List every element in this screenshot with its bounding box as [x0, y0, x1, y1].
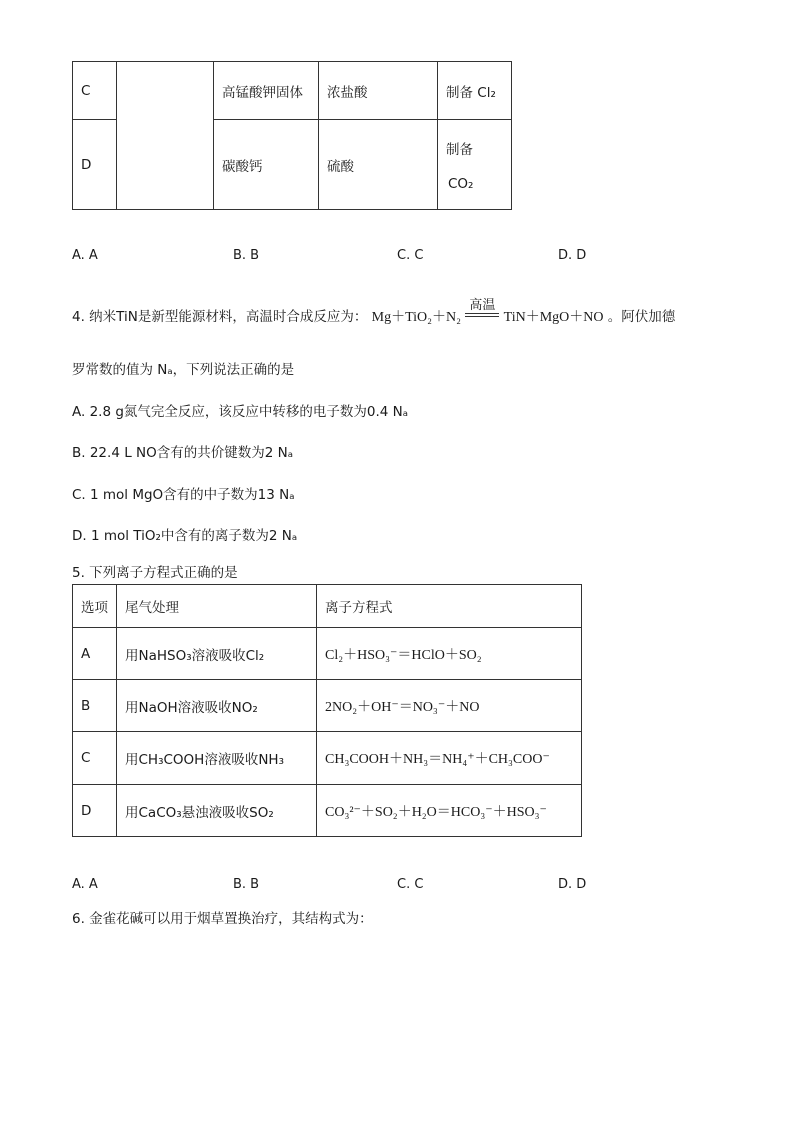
- empty-cell: [117, 62, 214, 210]
- option-a[interactable]: A. A: [72, 877, 98, 892]
- reagent-cell: 浓盐酸: [319, 62, 438, 120]
- q4-eq-right: TiN＋MgO＋NO: [503, 310, 604, 325]
- treatment-cell: 用NaHSO₃溶液吸收Cl₂: [117, 628, 317, 680]
- reagent-cell: 高锰酸钾固体: [214, 62, 319, 120]
- equation-cell: Cl₂＋HSO₃⁻＝HClO＋SO₂: [317, 628, 582, 680]
- q4-option-c[interactable]: C. 1 mol MgO含有的中子数为13 Nₐ: [72, 487, 295, 503]
- q4-option-b[interactable]: B. 22.4 L NO含有的共价键数为2 Nₐ: [72, 445, 293, 461]
- table-row: [73, 628, 582, 680]
- purpose-line: CO₂: [448, 175, 474, 192]
- reagent-cell: 硫酸: [319, 120, 438, 210]
- table-row: [73, 680, 582, 732]
- treatment-cell: 用CaCO₃悬浊液吸收SO₂: [117, 785, 317, 837]
- option-a[interactable]: A. A: [72, 248, 98, 263]
- option-c[interactable]: C. C: [397, 877, 424, 892]
- condition-label: 高温: [469, 298, 496, 313]
- q4-stem-line2: 罗常数的值为 Nₐ，下列说法正确的是: [72, 362, 295, 378]
- purpose-line: 制备: [446, 141, 473, 158]
- treatment-cell: 用NaOH溶液吸收NO₂: [117, 680, 317, 732]
- q5-options: [72, 877, 672, 895]
- row-label: D: [73, 120, 117, 210]
- column-header: 选项: [73, 585, 117, 628]
- q6-stem: 6. 金雀花碱可以用于烟草置换治疗，其结构式为：: [72, 911, 373, 927]
- q3-options: [72, 248, 672, 266]
- equation-cell: CH₃COOH＋NH₃＝NH₄⁺＋CH₃COO⁻: [317, 732, 582, 785]
- ion-equation-table: [72, 584, 582, 837]
- table-row: [73, 62, 512, 120]
- option-d[interactable]: D. D: [558, 248, 587, 263]
- purpose-cell: [438, 120, 512, 210]
- option-d[interactable]: D. D: [558, 877, 587, 892]
- equation-cell: 2NO₂＋OH⁻＝NO₃⁻＋NO: [317, 680, 582, 732]
- q4-option-a[interactable]: A. 2.8 g氮气完全反应，该反应中转移的电子数为0.4 Nₐ: [72, 404, 409, 420]
- q4-option-d[interactable]: D. 1 mol TiO₂中含有的离子数为2 Nₐ: [72, 528, 298, 544]
- option-c[interactable]: C. C: [397, 248, 424, 263]
- purpose-cell: 制备 Cl₂: [438, 62, 512, 120]
- row-label: C: [73, 62, 117, 120]
- q5-stem: 5. 下列离子方程式正确的是: [72, 565, 238, 581]
- column-header: 离子方程式: [317, 585, 582, 628]
- q4-stem: [72, 298, 676, 326]
- table-row: [73, 732, 582, 785]
- table-header-row: [73, 585, 582, 628]
- row-label: C: [73, 732, 117, 785]
- reagent-cell: 碳酸钙: [214, 120, 319, 210]
- q4-stem-suffix: 。阿伏加德: [607, 309, 676, 325]
- column-header: 尾气处理: [117, 585, 317, 628]
- row-label: D: [73, 785, 117, 837]
- q4-stem-prefix: 4. 纳米TiN是新型能源材料，高温时合成反应为：: [72, 309, 368, 325]
- q4-eq-left: Mg＋TiO₂＋N₂: [371, 310, 462, 325]
- reaction-condition: [465, 298, 499, 321]
- reagent-table: [72, 61, 512, 210]
- table-row: [73, 785, 582, 837]
- row-label: A: [73, 628, 117, 680]
- row-label: B: [73, 680, 117, 732]
- option-b[interactable]: B. B: [233, 877, 260, 892]
- double-line-icon: [465, 313, 499, 317]
- option-b[interactable]: B. B: [233, 248, 260, 263]
- treatment-cell: 用CH₃COOH溶液吸收NH₃: [117, 732, 317, 785]
- equation-cell: CO₃²⁻＋SO₂＋H₂O＝HCO₃⁻＋HSO₃⁻: [317, 785, 582, 837]
